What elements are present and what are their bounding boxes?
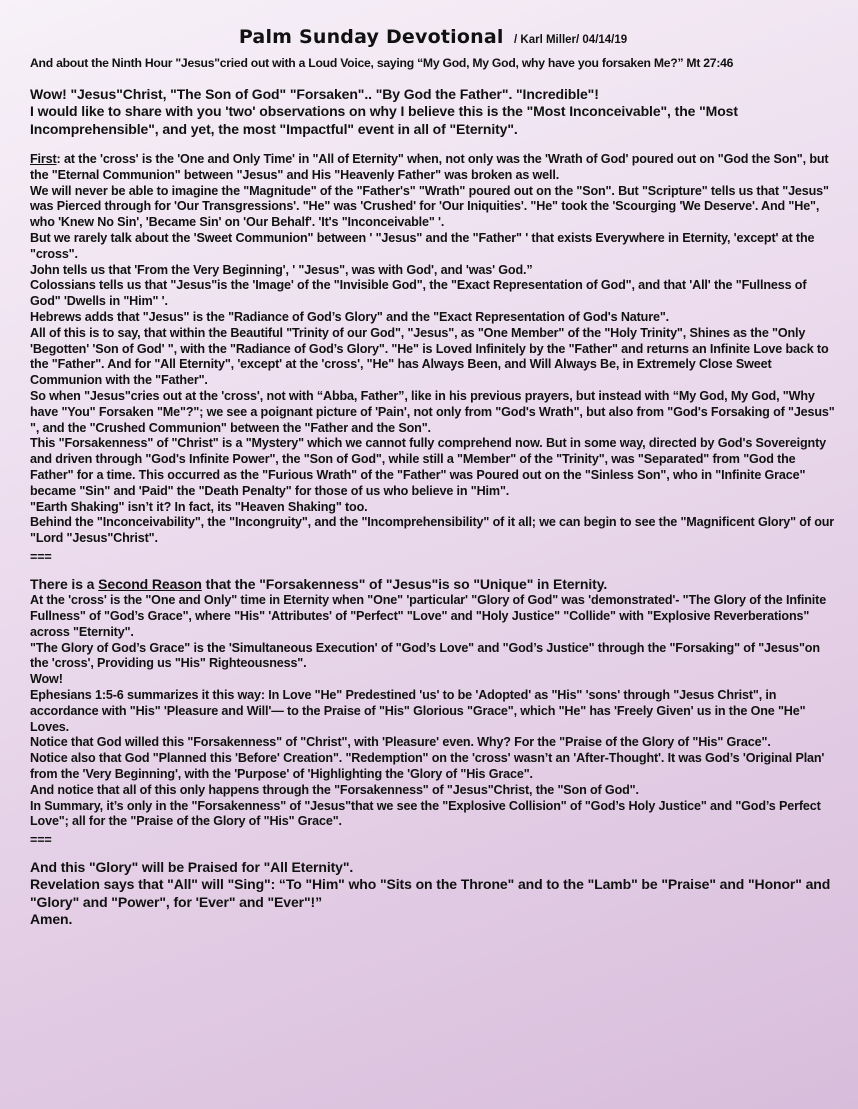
first-paragraph-2: We will never be able to imagine the "Magnitude" of the "Father's" "Wrath" poured out on the "Son". But "Scripture" tells us that "Jesus" was Pierced through for 'Our Transgressions'. "He" was 'Crushed' for 'Our Iniquities'. "He" took the 'Scourging 'We Deserve'. And "He", who 'Knew No Sin', 'Became Sin' on 'Our Behalf'. 'It's "Inconceivable" '. bbox=[30, 183, 829, 230]
second-paragraph-5: Notice that God willed this "Forsakenness" of "Christ", with 'Pleasure' even. Why? For the "Praise of the Glory of "His" Grace". bbox=[30, 735, 771, 750]
first-paragraph-1 bbox=[30, 152, 836, 184]
closing-line-1: And this "Glory" will be Praised for "All Eternity". bbox=[30, 858, 354, 875]
intro-line-2: I would like to share with you 'two' observations on why I believe this is the "Most Inconceivable", the "Most Incomprehensible", and yet, the most "Impactful" event in all of "Eternity". bbox=[30, 103, 738, 137]
title-row bbox=[30, 26, 836, 48]
second-reason-label: Second Reason bbox=[98, 575, 202, 592]
first-paragraph-9: This "Forsakenness" of "Christ" is a "Mystery" which we cannot fully comprehend now. But in some way, directed by God's Sovereignty and driven through "God's Infinite Power", the "Son of God", while still a "Member" of the "Trinity", was "Separated" from "God the Father" for a time. This occurred as the "Furious Wrath" of the "Father" was Poured out on the "Sinless Son", who in "Infinite Grace" became "Sin" and 'Paid" the "Death Penalty" for those of us who believe in "Him". bbox=[30, 436, 826, 498]
second-paragraph-6: Notice also that God "Planned this 'Before' Creation". "Redemption" on the 'cross' wasn’t an 'After-Thought'. It was God’s 'Original Plan' from the 'Very Beginning', with the 'Purpose' of 'Highlighting the 'Glory of "His Grace". bbox=[30, 751, 825, 781]
intro-line-1: Wow! "Jesus"Christ, "The Son of God" "Forsaken".. "By God the Father". "Incredible"! bbox=[30, 85, 599, 102]
first-paragraph-3: But we rarely talk about the 'Sweet Communion" between ' "Jesus" and the "Father" ' that exists Everywhere in Eternity, 'except' at the "cross". bbox=[30, 231, 815, 261]
closing-amen: Amen. bbox=[30, 911, 73, 928]
scripture-verse: And about the Ninth Hour "Jesus"cried out with a Loud Voice, saying “My God, My God, why have you forsaken Me?” Mt 27:46 bbox=[30, 56, 734, 70]
second-reason-heading bbox=[30, 576, 836, 593]
second-paragraph-1: At the 'cross' is the "One and Only" time in Eternity when "One" 'particular' "Glory of God" was 'demonstrated'- "The Glory of the Infinite Fullness" of "God’s Grace", where "His" 'Attributes' of "Perfect" "Love" and "Holy Justice" "Collide" with "Explosive Reverberations" across "Eternity". bbox=[30, 593, 827, 639]
page-title: Palm Sunday Devotional bbox=[238, 26, 504, 48]
author-date-byline: / Karl Miller/ 04/14/19 bbox=[514, 34, 628, 46]
separator-1: === bbox=[30, 549, 52, 564]
first-paragraph-8: So when "Jesus"cries out at the 'cross', not with “Abba, Father”, like in his previous prayers, but instead with “My God, My God, "Why have "You" Forsaken "Me"?"; we see a poignant picture of 'Pain', not only from "God's Wrath", but also from "God's Forsaking of "Jesus" ", and the "Crushed Communion" between the "Father and the Son". bbox=[30, 388, 835, 435]
second-paragraph-2: "The Glory of God’s Grace" is the 'Simultaneous Execution' of "God’s Love" and "God’s Justice" through the "Forsaking" of "Jesus"on the 'cross', Providing us "His" Righteousness". bbox=[30, 640, 820, 671]
second-paragraph-3: Wow! bbox=[30, 672, 63, 687]
first-paragraph-5: Colossians tells us that "Jesus"is the 'Image' of the "Invisible God", the "Exact Representation of God", and that 'All' the "Fullness of God" 'Dwells in "Him" '. bbox=[30, 278, 807, 309]
second-paragraph-7: And notice that all of this only happens through the "Forsakenness" of "Jesus"Christ, the "Son of God". bbox=[30, 782, 639, 797]
first-paragraph-7: All of this is to say, that within the Beautiful "Trinity of our God", "Jesus", as "One Member" of the "Holy Trinity", Shines as the "Only 'Begotten' 'Son of God' ", with the "Radiance of God’s Glory". "He" is Loved Infinitely by the "Father" and returns an Infinite Love back to the "Father". And for "All Eternity", 'except' at the 'cross', "He" has Always Been, and Will Always Be, in Extremely Close Sweet Communion with the "Father". bbox=[30, 325, 829, 388]
first-paragraph-4: John tells us that 'From the Very Beginning', ' "Jesus", was with God', and 'was' God.” bbox=[30, 262, 533, 277]
first-label: First bbox=[30, 152, 57, 167]
second-paragraph-8: In Summary, it’s only in the "Forsakenness" of "Jesus"that we see the "Explosive Collision" of "God’s Holy Justice" and "God’s Perfect Love"; all for the "Praise of the Glory of "His" Grace". bbox=[30, 798, 821, 829]
closing-line-2: Revelation says that "All" will "Sing": “To "Him" who "Sits on the Throne" and to the "Lamb" be "Praise" and "Honor" and "Glory" and "Power", for 'Ever" and "Ever"!” bbox=[30, 876, 831, 910]
first-text: : at the 'cross' is the 'One and Only Time' in "All of Eternity" when, not only was the 'Wrath of God' poured out on "God the Son", but the "Eternal Communion" between "Jesus" and His "Heavenly Father" was broken as well. bbox=[30, 152, 829, 182]
first-paragraph-6: Hebrews adds that "Jesus" is the "Radiance of God’s Glory" and the "Exact Representation of God's Nature". bbox=[30, 309, 669, 324]
second-paragraph-4: Ephesians 1:5-6 summarizes it this way: In Love "He" Predestined 'us' to be 'Adopted' as "His" 'sons' through "Jesus Christ", in accordance with "His" 'Pleasure and Will'— to the Praise of "His" Glorious "Grace", which "He" has 'Freely Given' us in the One "He" Loves. bbox=[30, 687, 806, 734]
first-paragraph-10: "Earth Shaking" isn’t it? In fact, its "Heaven Shaking" too. bbox=[30, 499, 368, 514]
separator-2: === bbox=[30, 833, 52, 848]
second-heading-pre: There is a bbox=[30, 575, 99, 592]
first-paragraph-11: Behind the "Inconceivability", the "Incongruity", and the "Incomprehensibility" of it all; we can begin to see the "Magnificent Glory" of our "Lord "Jesus"Christ". bbox=[30, 515, 835, 546]
second-heading-post: that the "Forsakenness" of "Jesus"is so "Unique" in Eternity. bbox=[201, 575, 608, 592]
